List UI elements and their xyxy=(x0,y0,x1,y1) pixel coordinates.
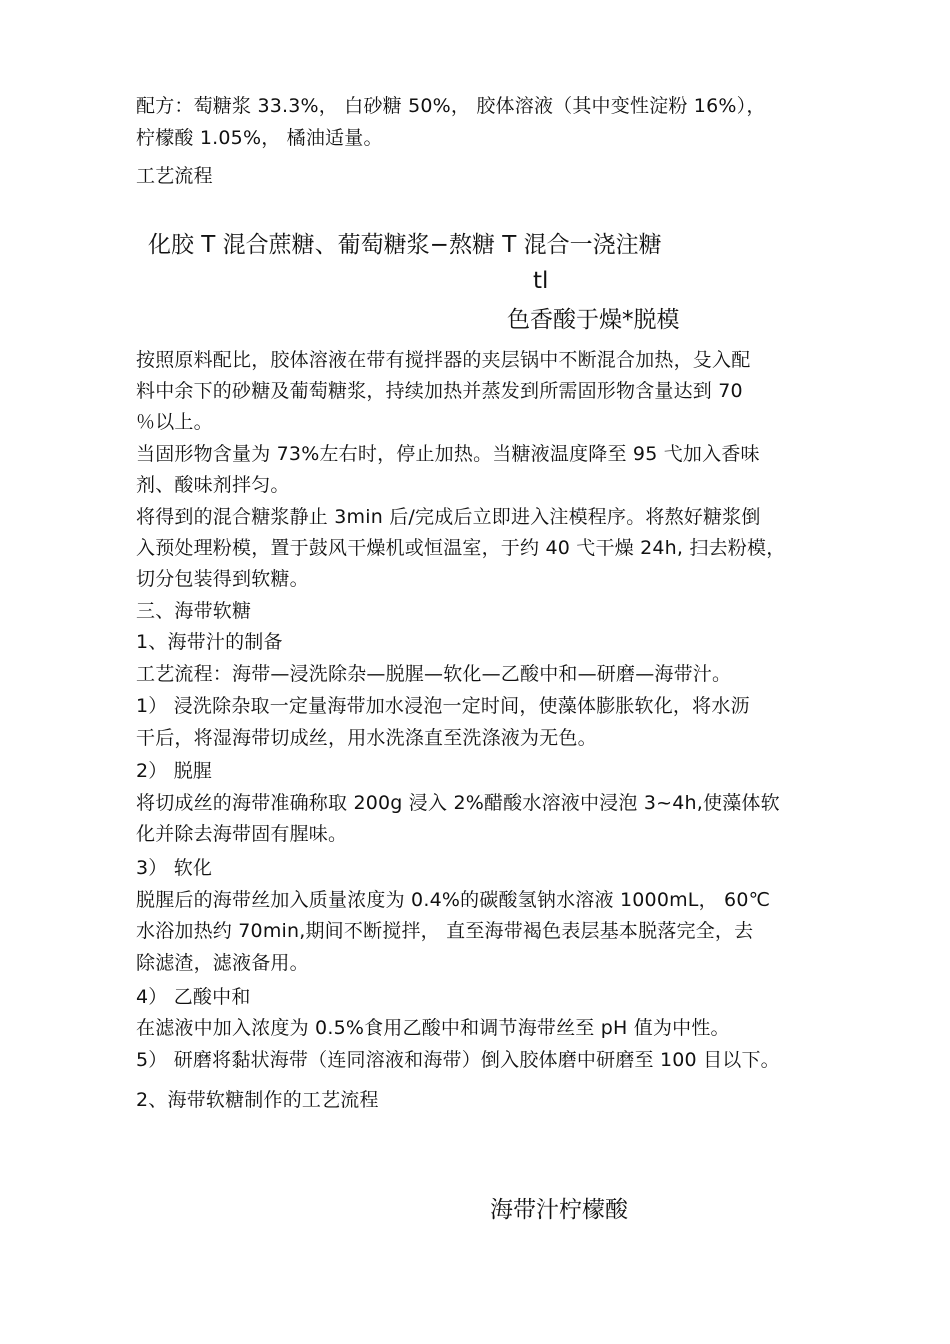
step-2-line-2: 化并除去海带固有腥味。 xyxy=(136,823,348,845)
paragraph-2-line-2: 剂、酸味剂拌匀。 xyxy=(136,474,290,496)
section-3-heading: 三、海带软糖 xyxy=(136,600,252,622)
formula-line-1: 配方：萄糖浆 33.3%， 白砂糖 50%， 胶体溶液（其中变性淀粉 16%）， xyxy=(136,95,766,117)
paragraph-1-line-2: 料中余下的砂糖及葡萄糖浆，持续加热并蒸发到所需固形物含量达到 70 xyxy=(136,380,743,402)
subsection-1-heading: 1、海带汁的制备 xyxy=(136,631,283,653)
paragraph-2-line-1: 当固形物含量为 73%左右时，停止加热。当糖液温度降至 95 弋加入香味 xyxy=(136,443,760,465)
step-5-text: 5） 研磨将黏状海带（连同溶液和海带）倒入胶体磨中研磨至 100 目以下。 xyxy=(136,1049,780,1071)
step-3-line-3: 除滤渣，滤液备用。 xyxy=(136,952,309,974)
seaweed-process-flow: 工艺流程：海带—浸洗除杂—脱腥—软化—乙酸中和—研磨—海带汁。 xyxy=(136,663,732,685)
step-3-line-2: 水浴加热约 70min,期间不断搅拌， 直至海带褐色表层基本脱落完全，去 xyxy=(136,920,754,942)
paragraph-3-line-3: 切分包装得到软糖。 xyxy=(136,568,309,590)
formula-line-2: 柠檬酸 1.05%， 橘油适量。 xyxy=(136,127,383,149)
flow-diagram-2-label: 海带汁柠檬酸 xyxy=(490,1197,628,1223)
step-3-title: 3） 软化 xyxy=(136,857,213,879)
flow-diagram-arrow-mark: tl xyxy=(533,268,549,294)
process-heading: 工艺流程 xyxy=(136,165,213,187)
paragraph-3-line-2: 入预处理粉模，置于鼓风干燥机或恒温室，于约 40 弋干燥 24h, 扫去粉模， xyxy=(136,537,786,559)
step-4-title: 4） 乙酸中和 xyxy=(136,986,251,1008)
step-4-text: 在滤液中加入浓度为 0.5%食用乙酸中和调节海带丝至 pH 值为中性。 xyxy=(136,1017,730,1039)
paragraph-1-line-1: 按照原料配比，胶体溶液在带有搅拌器的夹层锅中不断混合加热，殳入配 xyxy=(136,349,751,371)
flow-diagram-line-1: 化胶 T 混合蔗糖、葡萄糖浆−熬糖 T 混合一浇注糖 xyxy=(148,232,662,258)
step-1-line-2: 干后，将湿海带切成丝，用水洗涤直至洗涤液为无色。 xyxy=(136,727,597,749)
paragraph-3-line-1: 将得到的混合糖浆静止 3min 后/完成后立即进入注模程序。将熬好糖浆倒 xyxy=(136,506,761,528)
step-1-line-1: 1） 浸洗除杂取一定量海带加水浸泡一定时间，使藻体膨胀软化，将水沥 xyxy=(136,695,750,717)
step-2-title: 2） 脱腥 xyxy=(136,760,213,782)
paragraph-1-line-3: ％以上。 xyxy=(136,411,213,433)
subsection-2-heading: 2、海带软糖制作的工艺流程 xyxy=(136,1089,379,1111)
step-2-line-1: 将切成丝的海带准确称取 200g 浸入 2%醋酸水溶液中浸泡 3~4h,使藻体软 xyxy=(136,792,780,814)
step-3-line-1: 脱腥后的海带丝加入质量浓度为 0.4%的碳酸氢钠水溶液 1000mL， 60℃ xyxy=(136,889,771,911)
flow-diagram-line-3: 色香酸于燥*脱模 xyxy=(507,307,680,333)
